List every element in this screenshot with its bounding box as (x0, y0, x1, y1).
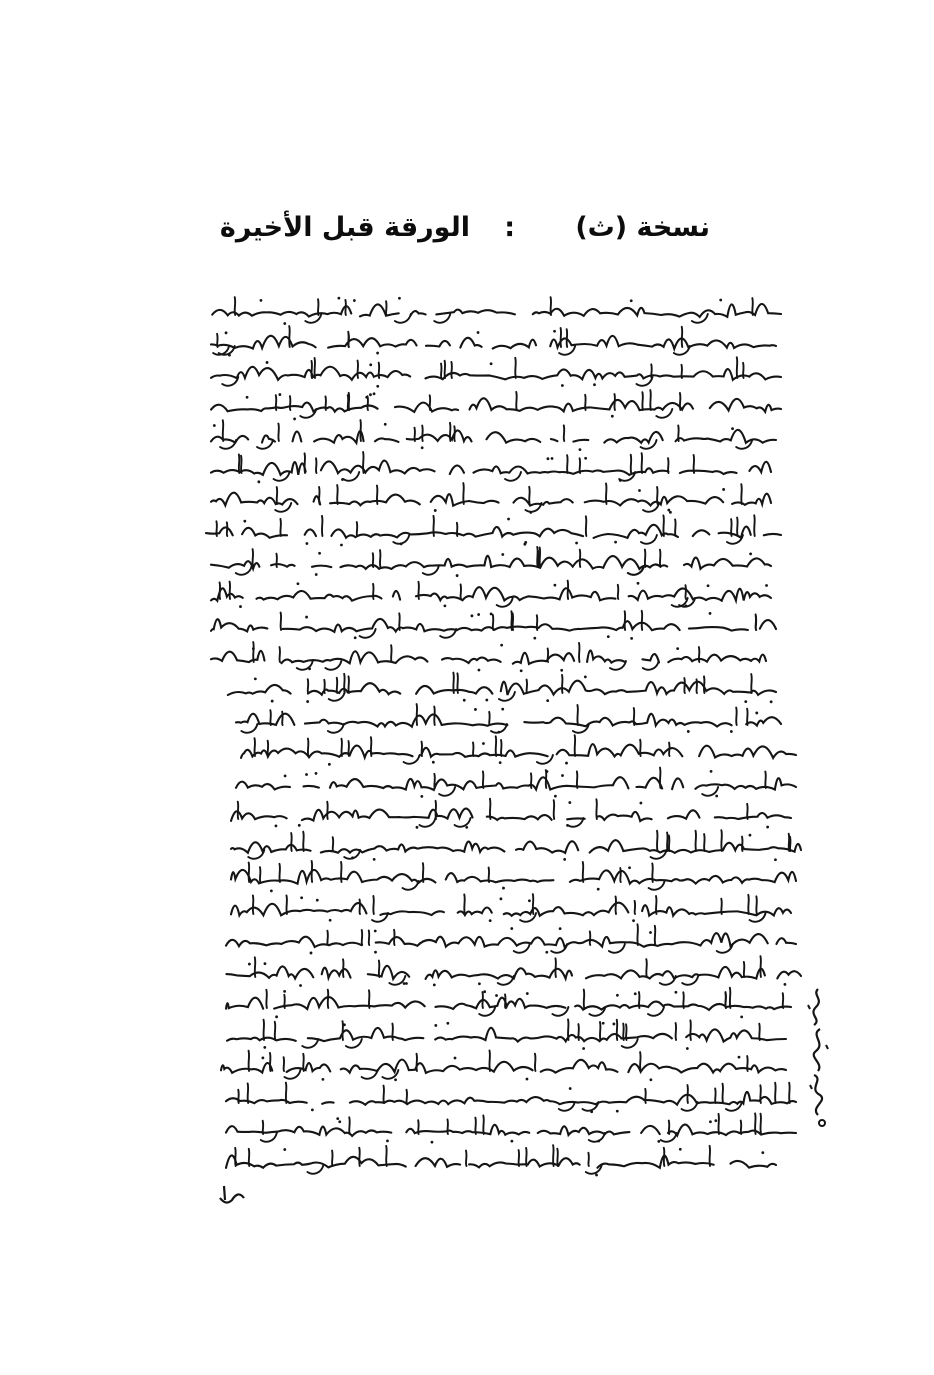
catchword (210, 1176, 250, 1214)
margin-note (800, 985, 836, 1135)
handwritten-text-block (150, 290, 810, 1230)
margin-note-scribble (800, 985, 836, 1135)
catchword-strokes (210, 1176, 250, 1214)
folio-title: الورقة قبل الأخيرة (219, 212, 470, 243)
copy-label: نسخة (ث) (575, 212, 710, 243)
handwriting-strokes (220, 1141, 780, 1179)
page-heading (219, 212, 710, 264)
heading-separator: : (504, 212, 515, 243)
manuscript-line (220, 1141, 780, 1179)
